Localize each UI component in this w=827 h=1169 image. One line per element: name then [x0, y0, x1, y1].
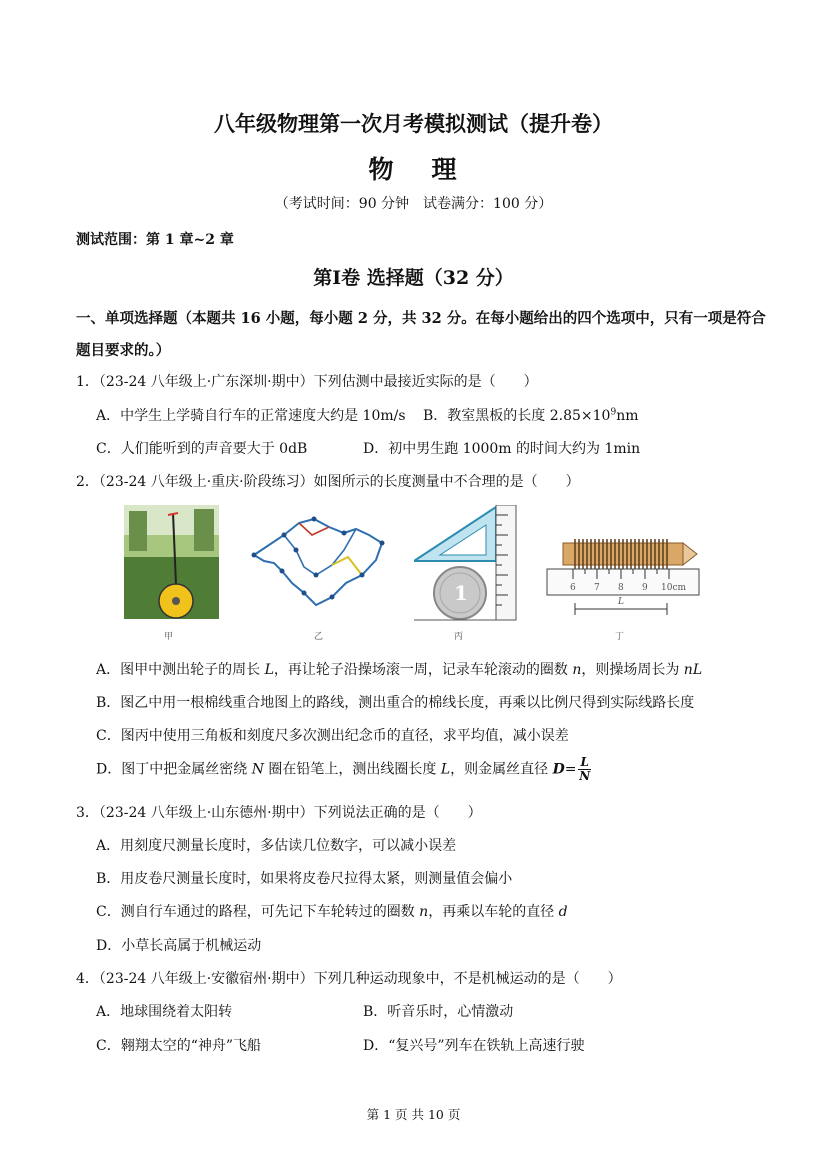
subject-char-2: 理	[431, 155, 459, 184]
figure-ding-image	[545, 505, 705, 625]
figure-yi-map	[244, 505, 394, 625]
q1-option-b-unit: nm	[616, 408, 639, 424]
question-1-stem: 1．（23-24 八年级上·广东深圳·期中）下列估测中最接近实际的是（ ）	[76, 374, 538, 390]
page-number: 第 1 页 共 10 页	[366, 1107, 461, 1122]
q2-option-d	[96, 756, 591, 783]
q2-option-a-text: A．图甲中测出轮子的周长	[96, 662, 265, 678]
q3-option-c-var-d: d	[558, 904, 568, 920]
q4-option-c: C．翱翔太空的“神舟”飞船	[96, 1038, 262, 1054]
figure-bing	[414, 505, 524, 645]
q2-option-d-text-3: ，则金属丝直径	[450, 761, 553, 778]
figure-bing-label: 丙	[454, 632, 464, 642]
exam-info: （考试时间：90 分钟 试卷满分：100 分）	[274, 196, 553, 212]
q4-option-a: A．地球围绕着太阳转	[96, 1004, 233, 1020]
ruler-tick-6: 6	[570, 583, 576, 593]
q3-option-b: B．用皮卷尺测量长度时，如果将皮卷尺拉得太紧，则测量值会偏小	[96, 871, 513, 887]
figure-yi	[244, 505, 394, 645]
document-title: 八年级物理第一次月考模拟测试（提升卷）	[214, 111, 613, 136]
figure-ding-label: 丁	[615, 632, 625, 642]
q2-option-a-text-3: ，则操场周长为	[581, 662, 684, 678]
q3-option-c-text-2: ，再乘以车轮的直径	[428, 904, 559, 920]
figure-jia	[124, 505, 219, 645]
question-2-stem: 2．（23-24 八年级上·重庆·阶段练习）如图所示的长度测量中不合理的是（ ）	[76, 474, 580, 490]
q4-option-b: B．听音乐时，心情激动	[363, 1004, 514, 1020]
q2-option-a	[96, 659, 702, 679]
ruler-tick-8: 8	[618, 583, 624, 593]
q1-option-b	[423, 405, 639, 425]
figure-ding	[545, 505, 705, 645]
ruler-tick-9: 9	[642, 583, 648, 593]
q2-option-b: B．图乙中用一根棉线重合地图上的路线，测出重合的棉线长度，再乘以比例尺得到实际线路长度	[96, 695, 695, 711]
subject-char-1: 物	[368, 155, 396, 184]
q2-formula-denominator: N	[579, 769, 591, 783]
ruler-tick-7: 7	[594, 583, 600, 593]
q2-option-c: C．图丙中使用三角板和刻度尺多次测出纪念币的直径，求平均值，减小误差	[96, 728, 569, 744]
coin-label: 1	[454, 581, 468, 605]
q2-formula-fraction	[578, 756, 590, 783]
q4-option-d: D．“复兴号”列车在铁轨上高速行驶	[363, 1038, 585, 1054]
q3-option-d: D．小草长高属于机械运动	[96, 938, 262, 954]
q1-option-b-text: B．教室黑板的长度 2.85×10	[423, 408, 611, 424]
q2-option-d-text: D．图丁中把金属丝密绕	[96, 761, 252, 778]
q2-option-a-var-n: n	[572, 662, 582, 678]
q1-option-c: C．人们能听到的声音要大于 0dB	[96, 441, 308, 457]
q2-option-d-var-n: N	[251, 761, 264, 778]
ruler-tick-10cm: 10cm	[661, 583, 687, 593]
q2-option-a-text-2: ，再让轮子沿操场滚一周，记录车轮滚动的圈数	[273, 662, 573, 678]
q1-option-a: A．中学生上学骑自行车的正常速度大约是 10m/s	[96, 408, 406, 424]
section-instruction: 一、单项选择题（本题共 16 小题，每小题 2 分，共 32 分。在每小题给出的四个选项中，只有一项是符合题目要求的。）	[76, 310, 766, 359]
q2-formula-numerator: L	[580, 755, 589, 769]
subject-title	[0, 150, 827, 186]
test-scope: 测试范围：第 1 章~2 章	[76, 232, 234, 248]
question-4-stem: 4．（23-24 八年级上·安徽宿州·期中）下列几种运动现象中，不是机械运动的是（ ）	[76, 971, 622, 987]
ruler-length-var: L	[618, 597, 624, 607]
q2-option-a-var-nl: nL	[683, 662, 703, 678]
figure-jia-image	[124, 505, 219, 625]
q2-formula-lhs: D	[552, 761, 565, 778]
q1-option-d: D．初中男生跑 1000m 的时间大约为 1min	[363, 441, 641, 457]
section-title: 第Ⅰ卷 选择题（32 分）	[313, 267, 514, 289]
q2-formula-eq: =	[564, 761, 577, 778]
q3-option-c-var-n: n	[419, 904, 429, 920]
q2-option-d-var-l: L	[440, 761, 451, 778]
question-3-stem: 3．（23-24 八年级上·山东德州·期中）下列说法正确的是（ ）	[76, 805, 482, 821]
q2-option-a-var-l: L	[264, 662, 274, 678]
q2-option-d-text-2: 圈在铅笔上，测出线圈长度	[263, 761, 441, 778]
figure-yi-label: 乙	[314, 632, 324, 642]
figure-bing-image	[414, 505, 524, 625]
q1-option-b-exponent: 9	[610, 407, 617, 418]
figure-jia-label: 甲	[164, 632, 174, 642]
q3-option-a: A．用刻度尺测量长度时，多估读几位数字，可以减小误差	[96, 838, 457, 854]
q3-option-c-text: C．测自行车通过的路程，可先记下车轮转过的圈数	[96, 904, 420, 920]
q3-option-c	[96, 901, 568, 921]
